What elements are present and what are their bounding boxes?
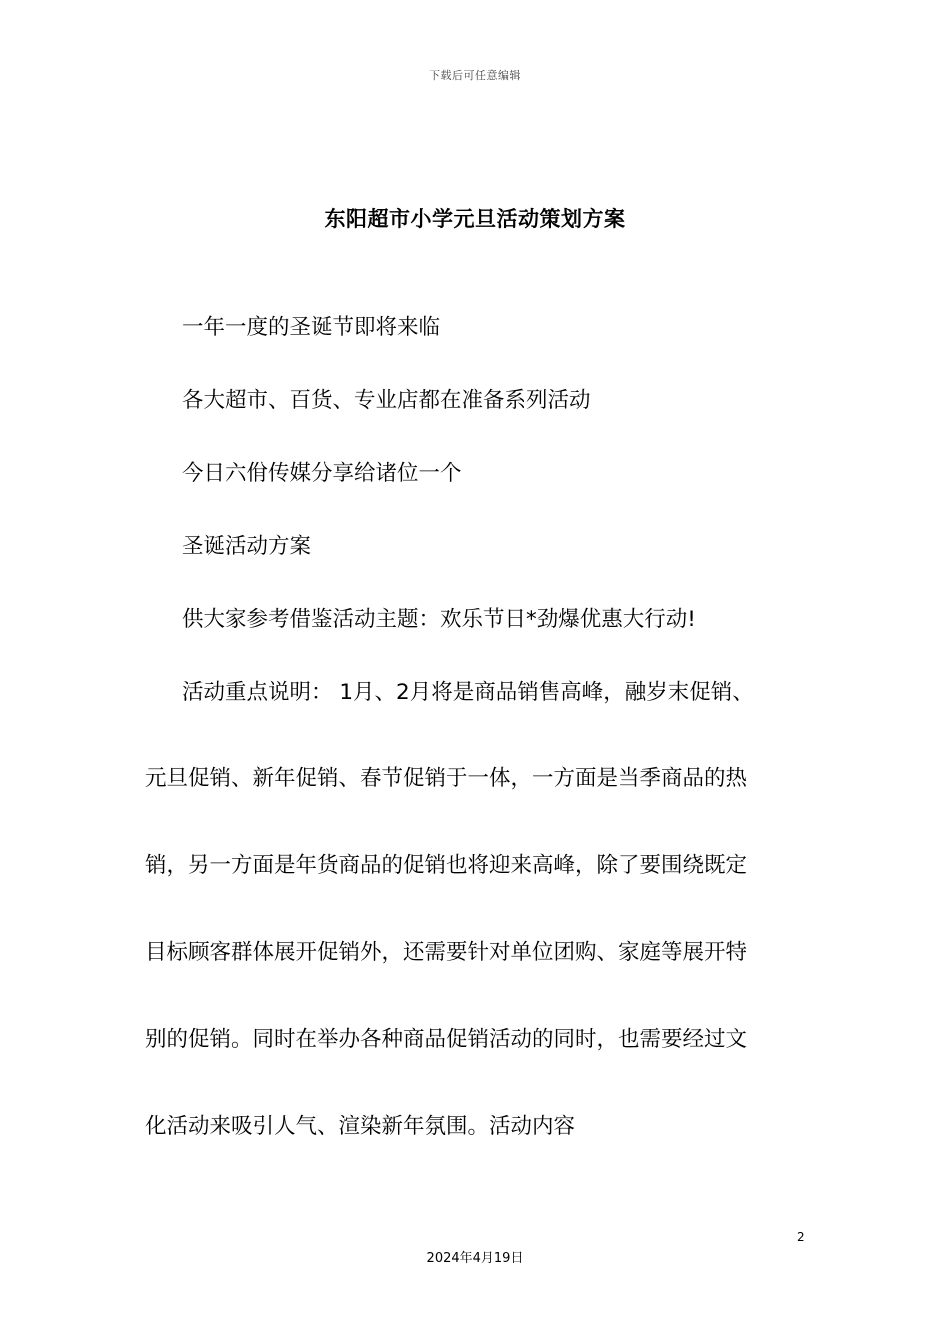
paragraph-line: 元旦促销、新年促销、春节促销于一体，一方面是当季商品的热 [145, 766, 748, 791]
text-line: 供大家参考借鉴活动主题：欢乐节日*劲爆优惠大行动! [182, 607, 696, 632]
paragraph-line: 化活动来吸引人气、渲染新年氛围。活动内容 [145, 1114, 576, 1139]
paragraph-first-line: 活动重点说明： 1月、2月将是商品销售高峰，融岁末促销、 [182, 680, 754, 705]
paragraph-line: 目标顾客群体展开促销外，还需要针对单位团购、家庭等展开特 [145, 940, 748, 965]
text-line: 各大超市、百货、专业店都在准备系列活动 [182, 388, 591, 413]
page-number: 2 [797, 1230, 805, 1244]
header-note: 下载后可任意编辑 [429, 69, 521, 82]
paragraph-line: 别的促销。同时在举办各种商品促销活动的同时，也需要经过文 [145, 1027, 748, 1052]
paragraph-line: 销，另一方面是年货商品的促销也将迎来高峰，除了要围绕既定 [145, 853, 748, 878]
document-title: 东阳超市小学元旦活动策划方案 [324, 207, 626, 231]
text-line: 圣诞活动方案 [182, 534, 312, 559]
text-line: 今日六佾传媒分享给诸位一个 [182, 461, 462, 486]
text-line: 一年一度的圣诞节即将来临 [182, 315, 441, 340]
footer-date: 2024年4月19日 [426, 1251, 524, 1266]
